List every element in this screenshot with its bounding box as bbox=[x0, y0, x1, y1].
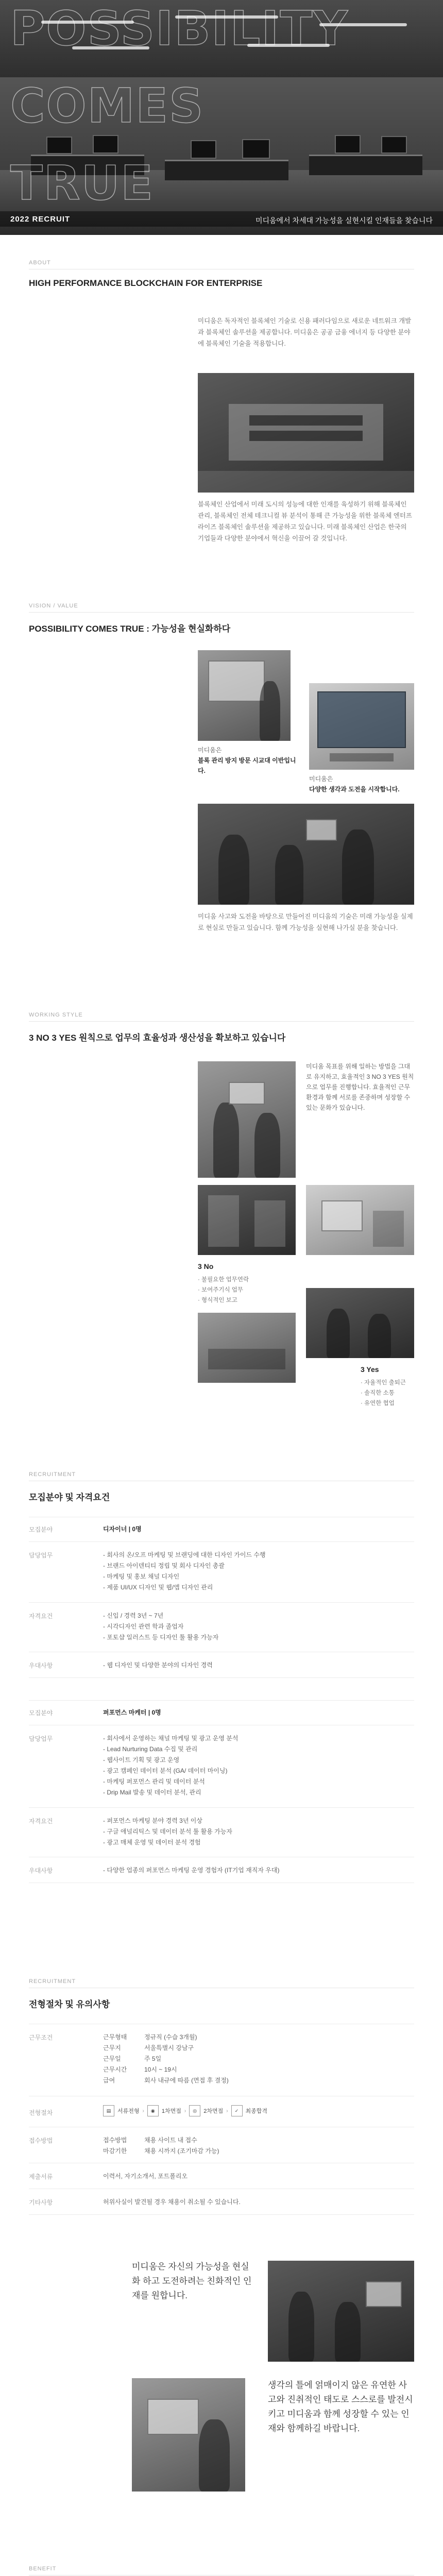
condition-key: 근무일 bbox=[103, 2055, 121, 2062]
office-people-photo bbox=[268, 2261, 414, 2362]
document-value: 이력서, 자기소개서, 포트폴리오 bbox=[103, 2173, 188, 2180]
task-list bbox=[103, 1550, 412, 1593]
apply-value: 채용 사이트 내 접수 bbox=[144, 2137, 197, 2144]
monitor bbox=[191, 140, 216, 159]
document-icon: ▤ bbox=[103, 2105, 114, 2116]
table-row: - 마케팅 및 홍보 채널 디자인 bbox=[103, 1573, 180, 1580]
table-row bbox=[103, 2146, 412, 2157]
table-row: - Lead Nurturing Data 수집 및 관리 bbox=[103, 1745, 198, 1753]
arrow-right-icon: › bbox=[226, 2108, 228, 2114]
three-yes-title: 3 Yes bbox=[361, 1365, 379, 1374]
step-item: 2차면접 bbox=[203, 2108, 224, 2114]
hero-banner bbox=[0, 0, 443, 235]
table-divider bbox=[29, 2214, 414, 2215]
table-divider bbox=[29, 1677, 414, 1678]
culture-quote-1: 미디움은 자신의 가능성을 현실화 하고 도전하려는 친화적인 인재를 원합니다. bbox=[132, 2262, 252, 2300]
list-item: · 유연한 협업 bbox=[361, 1398, 417, 1409]
pref-label: 우대사항 bbox=[29, 1662, 53, 1669]
apply-list bbox=[103, 2135, 412, 2157]
table-row: - 구글 애널리틱스 및 데이터 분석 툴 활용 가능자 bbox=[103, 1828, 232, 1835]
hallway-photo bbox=[198, 1185, 296, 1255]
condition-value: 정규직 (수습 3개월) bbox=[144, 2033, 197, 2041]
step-item: 1차면접 bbox=[161, 2108, 181, 2114]
table-row: - 제품 UI/UX 디자인 및 웹/앱 디자인 관리 bbox=[103, 1584, 213, 1591]
vision-paragraph: 미디움 사고와 도전을 바탕으로 만들어진 미디움의 기술은 미래 가능성을 실제로 현실로 만들고 있습니다. 함께 가능성을 실현해 나가실 분을 찾습니다. bbox=[198, 913, 413, 931]
table-row: - Drip Mail 발송 및 데이터 분석, 관리 bbox=[103, 1789, 201, 1796]
collaboration-photo bbox=[306, 1288, 414, 1358]
about-paragraph-2: 블록체인 산업에서 미래 도시의 성능에 대한 인재를 육성하기 위해 블록체인 관리, 블록체인 전체 테크니컬 뷰 분석이 통해 큰 가능성을 위한 블록체 엔터프라이즈 블록체인 솔루션을 제공하고 있습니다. 미래 블록체인 산업은 한국의 기업들과 다양한 분야에서 혁신을 이끌어 갈 것입니다. bbox=[198, 501, 413, 542]
step-item: 최종합격 bbox=[245, 2108, 268, 2114]
hero-word-true: TRUE bbox=[10, 156, 155, 211]
apply-label: 접수방법 bbox=[29, 2137, 53, 2144]
desk-worker-photo bbox=[132, 2378, 245, 2492]
office-work-photo bbox=[198, 1061, 296, 1178]
hero-word-comes: COMES bbox=[10, 78, 205, 133]
about-paragraph-1: 미디움은 독자적인 블록체인 기술로 신용 패러다임으로 새로운 네트워크 개발과 블록체인 솔루션을 제공합니다. 미디움은 공공 금융 에너지 등 다양한 분야에 블록체인 기술을 적용합니다. bbox=[198, 317, 412, 347]
field-label: 모집분야 bbox=[29, 1526, 53, 1533]
team-meeting-photo bbox=[198, 804, 414, 905]
vision-caption-1 bbox=[198, 745, 301, 776]
list-item: · 보여주기식 업무 bbox=[198, 1285, 296, 1295]
three-no-list bbox=[198, 1275, 296, 1306]
list-item: · 자율적인 출퇴근 bbox=[361, 1378, 417, 1388]
task-label: 담당업무 bbox=[29, 1735, 53, 1742]
table-row: - 시각디자인 관련 학과 졸업자 bbox=[103, 1623, 184, 1630]
table-row: - 회사에서 운영하는 채널 마케팅 및 광고 운영 분석 bbox=[103, 1735, 238, 1742]
table-divider bbox=[29, 1700, 414, 1701]
condition-key: 근무형태 bbox=[103, 2033, 127, 2041]
table-row: - 퍼포먼스 마케팅 분야 경력 3년 이상 bbox=[103, 1817, 202, 1824]
condition-key: 근무지 bbox=[103, 2044, 121, 2052]
step-item: 서류전형 bbox=[117, 2108, 140, 2114]
arrow-right-icon: › bbox=[184, 2108, 186, 2114]
condition-value: 10시 ~ 19시 bbox=[144, 2066, 177, 2073]
hero-word-possibility: POSSIBILITY bbox=[10, 1, 349, 56]
workspace-photo bbox=[306, 1185, 414, 1255]
coding-screen-photo bbox=[309, 683, 414, 770]
vision-section-label: VISION / VALUE bbox=[29, 603, 78, 609]
table-row bbox=[103, 2032, 412, 2043]
work-title: 3 NO 3 YES 원칙으로 업무의 효율성과 생산성을 확보하고 있습니다 bbox=[29, 1033, 286, 1043]
benefit-section-label: BENEFIT bbox=[29, 2566, 57, 2572]
table-row bbox=[103, 2043, 412, 2054]
apply-key: 접수방법 bbox=[103, 2137, 127, 2144]
recruit-section-label: RECRUITMENT bbox=[29, 1471, 76, 1478]
check-icon: ✓ bbox=[231, 2105, 243, 2116]
condition-value: 주 5일 bbox=[144, 2055, 162, 2062]
list-item: · 불필요한 업무연락 bbox=[198, 1275, 296, 1285]
monitor bbox=[335, 135, 361, 154]
vision-caption-1-title: 미디움은 bbox=[198, 747, 222, 754]
office-desk bbox=[165, 160, 288, 180]
table-row bbox=[103, 2075, 412, 2086]
table-row: - 마케팅 퍼포먼스 관리 및 데이터 분석 bbox=[103, 1778, 205, 1785]
field-value: 퍼포먼스 마케터 | 0명 bbox=[103, 1709, 161, 1716]
monitor bbox=[242, 139, 270, 159]
server-device-photo bbox=[198, 373, 414, 493]
three-yes-list bbox=[361, 1378, 417, 1409]
section-divider bbox=[29, 1021, 414, 1022]
table-row bbox=[103, 2135, 412, 2146]
about-title: HIGH PERFORMANCE BLOCKCHAIN FOR ENTERPRISE bbox=[29, 278, 263, 288]
qual-label: 자격요건 bbox=[29, 1818, 53, 1825]
vision-caption-1-text: 블록 관리 방지 방문 시교대 이반입니다. bbox=[198, 757, 296, 774]
qual-label: 자격요건 bbox=[29, 1613, 53, 1620]
table-row: - 광고 캠페인 데이터 분석 (GA/ 데이터 마이닝) bbox=[103, 1767, 228, 1774]
work-caption: 미디움 목표를 위해 일하는 방법을 그대로 유지하고, 효율적인 3 NO 3 YES 원칙으로 업무를 진행합니다. 효율적인 근무 환경과 함께 서로를 존중하며 성장할 수 있는 문화가 있습니다. bbox=[306, 1063, 414, 1111]
office-desk bbox=[309, 155, 422, 175]
table-row: - 신입 / 경력 3년 ~ 7년 bbox=[103, 1612, 164, 1619]
recruit-year-label: 2022 RECRUIT bbox=[10, 215, 71, 224]
table-divider bbox=[29, 1807, 414, 1808]
task-list bbox=[103, 1733, 412, 1798]
process-section-label: RECRUITMENT bbox=[29, 1978, 76, 1985]
arrow-right-icon: › bbox=[142, 2108, 144, 2114]
table-row: - 광고 매체 운영 및 데이터 분석 경험 bbox=[103, 1839, 201, 1846]
vision-caption-2 bbox=[309, 774, 414, 794]
list-item: · 형식적인 보고 bbox=[198, 1295, 296, 1306]
interview-icon: ◎ bbox=[189, 2105, 200, 2116]
pref-label: 우대사항 bbox=[29, 1867, 53, 1874]
hero-tagline: 미디움에서 차세대 가능성을 실현시킬 인재들을 찾습니다 bbox=[255, 216, 433, 225]
vision-title: POSSIBILITY COMES TRUE : 가능성을 현실화하다 bbox=[29, 624, 231, 634]
qual-list bbox=[103, 1816, 412, 1848]
section-divider bbox=[29, 612, 414, 613]
about-section-label: ABOUT bbox=[29, 260, 51, 266]
table-row bbox=[103, 2054, 412, 2064]
work-section-label: WORKING STYLE bbox=[29, 1012, 83, 1018]
lounge-photo bbox=[198, 1313, 296, 1383]
step-label: 전형절차 bbox=[29, 2109, 53, 2116]
vision-caption-2-title: 미디움은 bbox=[309, 775, 333, 783]
pref-value: - 웹 디자인 및 다양한 분야의 디자인 경력 bbox=[103, 1662, 213, 1669]
condition-value: 회사 내규에 따름 (면접 후 결정) bbox=[144, 2077, 229, 2084]
apply-key: 마감기한 bbox=[103, 2147, 127, 2155]
condition-value: 서울특별시 강남구 bbox=[144, 2044, 194, 2052]
table-row: - 회사의 온/오프 마케팅 및 브랜딩에 대한 디자인 가이드 수행 bbox=[103, 1551, 266, 1558]
condition-key: 급여 bbox=[103, 2077, 115, 2084]
monitor bbox=[46, 137, 72, 154]
table-divider bbox=[29, 1602, 414, 1603]
three-no-title: 3 No bbox=[198, 1262, 214, 1270]
recruit-title: 모집분야 및 자격요건 bbox=[29, 1493, 110, 1502]
vision-caption-2-text: 다양한 생각과 도전을 시작합니다. bbox=[309, 786, 400, 793]
culture-quote-2: 생각의 틀에 얽매이지 않은 유연한 사고와 진취적인 태도로 스스로를 발전시키고 미디움과 함께 성장할 수 있는 인재와 함께하길 바랍니다. bbox=[268, 2380, 413, 2433]
table-row: - 포토샵 일러스트 등 디자인 툴 활용 가능자 bbox=[103, 1634, 219, 1641]
table-divider bbox=[29, 1541, 414, 1542]
field-label: 모집분야 bbox=[29, 1709, 53, 1717]
monitor bbox=[381, 136, 407, 154]
process-flow bbox=[103, 2105, 270, 2116]
monitor bbox=[93, 135, 118, 154]
task-label: 담당업무 bbox=[29, 1552, 53, 1559]
pref-value: - 다양한 업종의 퍼포먼스 마케팅 운영 경험자 (IT기업 재직자 우대) bbox=[103, 1867, 280, 1874]
table-row bbox=[103, 2064, 412, 2075]
presentation-photo bbox=[198, 650, 291, 741]
note-value: 허위사실이 발견될 경우 채용이 취소될 수 있습니다. bbox=[103, 2198, 241, 2206]
document-label: 제출서류 bbox=[29, 2173, 53, 2180]
process-title: 전형절차 및 유의사항 bbox=[29, 1999, 110, 2009]
apply-value: 채용 시까지 (조기마감 가능) bbox=[144, 2147, 219, 2155]
condition-label: 근무조건 bbox=[29, 2034, 53, 2041]
qual-list bbox=[103, 1611, 412, 1643]
condition-list bbox=[103, 2032, 412, 2086]
table-row: - 브랜드 아이덴티티 정립 및 회사 디자인 총괄 bbox=[103, 1562, 225, 1569]
field-value: 디자이너 | 0명 bbox=[103, 1526, 142, 1533]
table-row: - 웹사이트 기획 및 광고 운영 bbox=[103, 1756, 180, 1764]
condition-key: 근무시간 bbox=[103, 2066, 127, 2073]
note-label: 기타사항 bbox=[29, 2199, 53, 2206]
list-item: · 솔직한 소통 bbox=[361, 1388, 417, 1398]
interview-icon: ◉ bbox=[147, 2105, 159, 2116]
